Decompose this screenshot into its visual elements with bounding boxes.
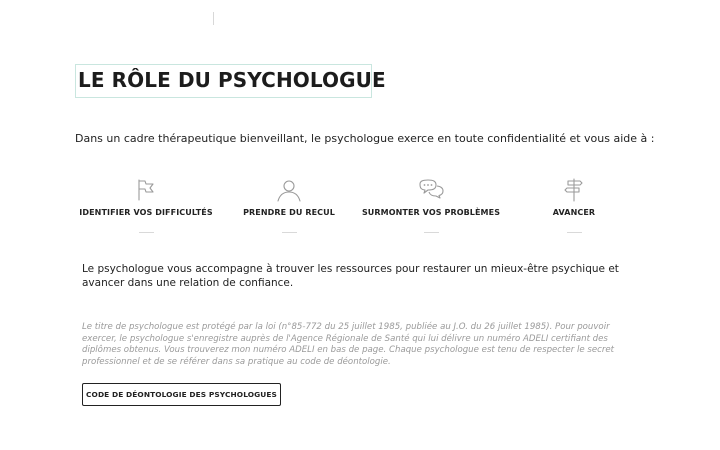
code-deontology-button[interactable]: CODE DE DÉONTOLOGIE DES PSYCHOLOGUES: [82, 383, 281, 406]
feature-label: AVANCER: [552, 208, 596, 217]
chat-bubbles-icon: [417, 176, 445, 204]
feature-rule: [424, 232, 439, 233]
top-divider: [213, 12, 214, 25]
feature-label: IDENTIFIER VOS DIFFICULTÉS: [79, 208, 213, 217]
title-box: [75, 64, 386, 98]
feature-advance: [499, 176, 649, 233]
feature-rule: [139, 232, 154, 233]
feature-identify: [71, 176, 221, 233]
feature-label: PRENDRE DU RECUL: [243, 208, 335, 217]
features-row: [75, 176, 645, 240]
feature-label: SURMONTER VOS PROBLÈMES: [361, 208, 501, 217]
legal-notice: Le titre de psychologue est protégé par la loi (n°85-772 du 25 juillet 1985, publiée au J.O. du 26 juillet 1985). Pour pouvoir exercer, le psychologue s'enregistre auprès de l'Agence Régionale de Santé qui lui délivre un numéro ADELI certifiant des diplômes obtenus. Vous trouverez mon numéro ADELI en bas de page. Chaque psychologue est tenu de respecter le secret professionnel et de se référer dans sa pratique au code de déontologie.: [82, 322, 615, 367]
page-title: LE RÔLE DU PSYCHOLOGUE: [78, 68, 386, 92]
description-paragraph: Le psychologue vous accompagne à trouver les ressources pour restaurer un mieux-être psychique et avancer dans une relation de confiance.: [82, 263, 619, 289]
feature-rule: [567, 232, 582, 233]
signpost-icon: [560, 176, 588, 204]
feature-step-back: [214, 176, 364, 233]
flag-icon: [132, 176, 160, 204]
feature-overcome: [356, 176, 506, 233]
intro-text: Dans un cadre thérapeutique bienveillant, le psychologue exerce en toute confidentialité et vous aide à :: [75, 132, 655, 145]
person-icon: [275, 176, 303, 204]
feature-rule: [282, 232, 297, 233]
